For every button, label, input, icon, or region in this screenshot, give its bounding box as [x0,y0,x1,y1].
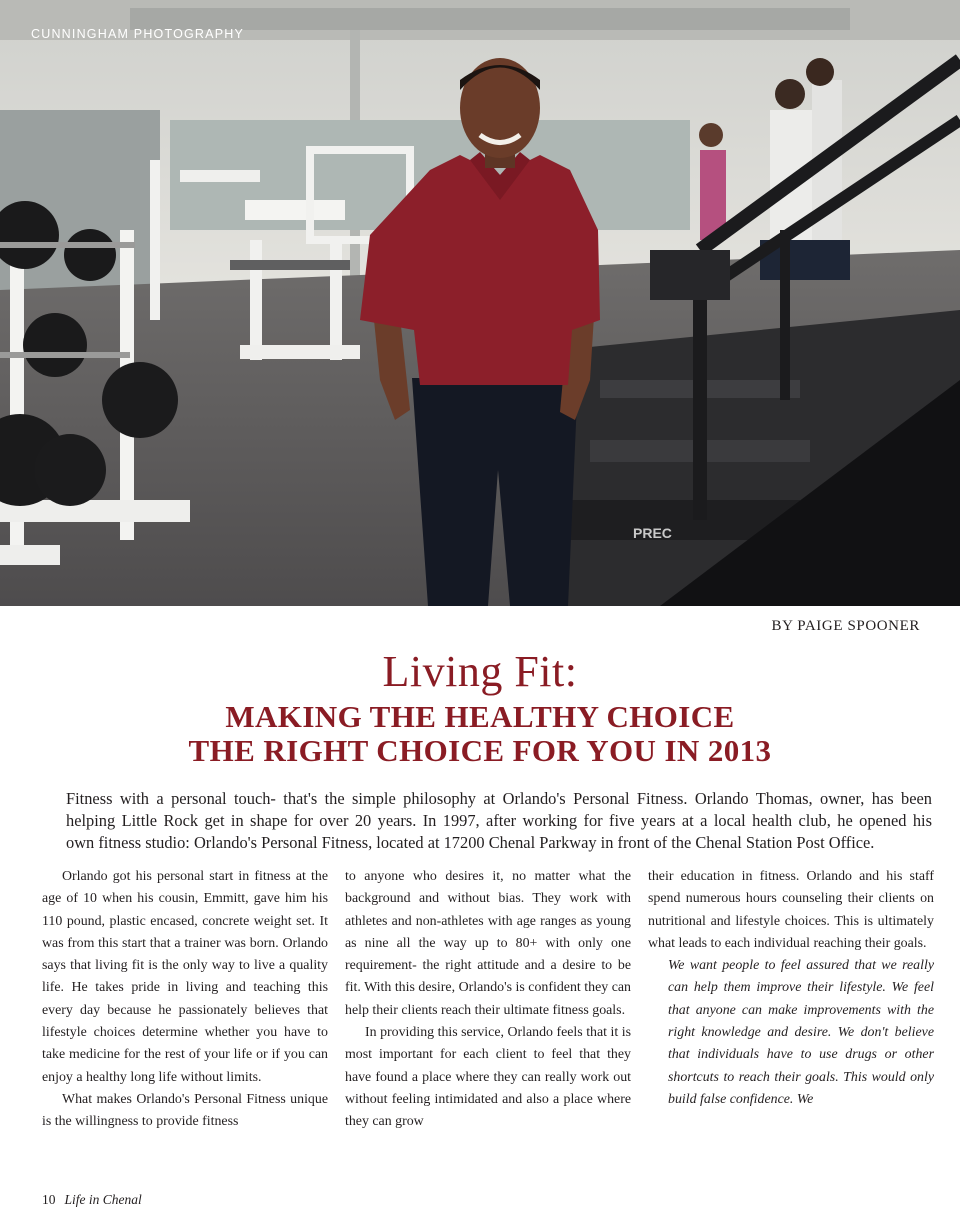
page-footer [42,1192,142,1208]
body-column-3 [648,866,934,1111]
body-column-1 [42,866,328,1134]
cover-photo [0,0,960,606]
intro-line: own fitness studio: Orlando's Personal Fitness, located at 17200 Chenal Parkway in front of the Chenal Station Post Office. [66,833,875,852]
intro-line: Fitness with a personal touch- that's the simple philosophy at Orlando's Personal Fitness. Orlando Thomas, owner, has been [66,789,932,808]
pull-quote: We want people to feel assured that we really can help them improve their lifestyle. We feel that anyone can make improvements with the right knowledge and desire. We don't believe that individuals have to use drugs or other shortcuts to reach their goals. This would only build false confidence. We [668,958,934,1107]
intro-line: helping Little Rock get in shape for over 20 years. In 1997, after working for five years at a local health club, he opened his [66,811,932,830]
article-title: Living Fit: [382,647,578,696]
intro-paragraph [66,788,932,854]
equipment-brand-label: PREC [633,525,672,541]
page-number: 10 [42,1192,56,1207]
photo-credit: CUNNINGHAM PHOTOGRAPHY [31,27,244,41]
body-paragraph: to anyone who desires it, no matter what the background and without bias. They work with athletes and non-athletes with age ranges as young as nine all the way up to 80+ with only one requirement- the right attitude and a desire to be fit. With this desire, Orlando's is confident they can help their clients reach their ultimate fitness goals. [345,869,631,1018]
magazine-name: Life in Chenal [64,1192,142,1207]
body-paragraph: In providing this service, Orlando feels that it is most important for each client to feel that they have found a place where they can really work out without feeling intimidated and also a place where they can grow [345,1025,631,1130]
body-paragraph: What makes Orlando's Personal Fitness unique is the willingness to provide fitness [42,1091,328,1130]
byline: BY PAIGE SPOONER [771,618,920,634]
article-subtitle-line-2: THE RIGHT CHOICE FOR YOU IN 2013 [188,733,772,768]
gym-photo-illustration [0,0,960,606]
body-paragraph: their education in fitness. Orlando and his staff spend numerous hours counseling their clients on nutritional and lifestyle choices. This is ultimately what leads to each individual reaching their goals. [648,869,934,951]
article-subtitle-line-1: MAKING THE HEALTHY CHOICE [225,699,735,734]
body-paragraph: Orlando got his personal start in fitness at the age of 10 when his cousin, Emmitt, gave him his 110 pound, plastic encased, concrete weight set. It was from this start that a trainer was born. Orlando says that living fit is the only way to live a quality life. He takes pride in living and teaching this every day because he passionately believes that lifestyle choices determine whether you have to take medicine for the rest of your life or if you can enjoy a healthy long life without limits. [42,869,328,1085]
body-column-2 [345,866,631,1134]
